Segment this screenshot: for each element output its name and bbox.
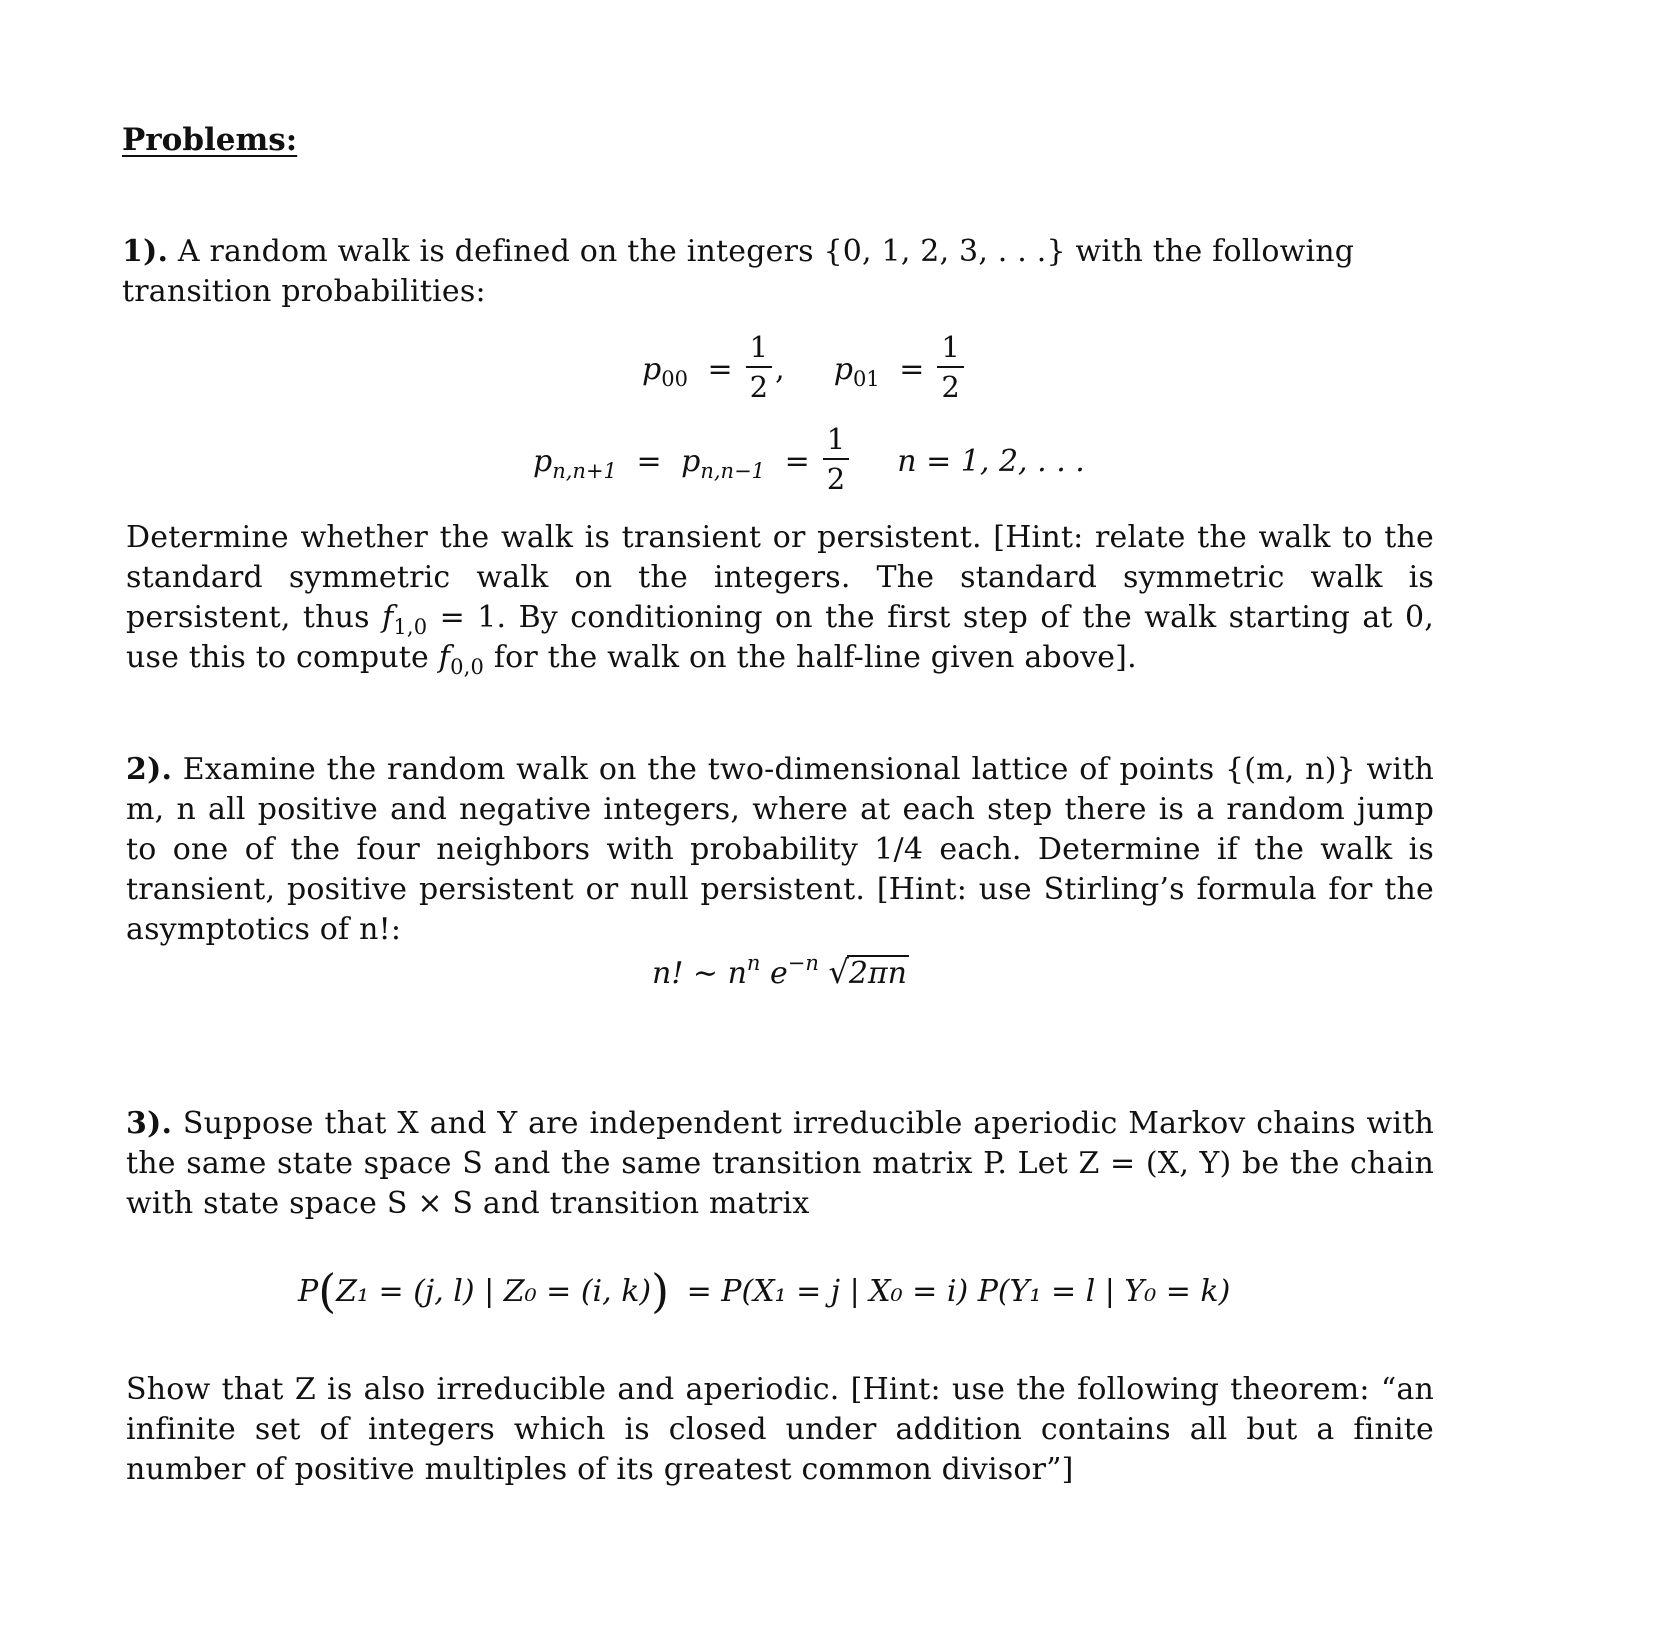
problem-3-body bbox=[126, 1370, 1434, 1490]
problem-1-intro-text: A random walk is defined on the integers {0, 1, 2, 3, . . .} with the following transition probabilities: bbox=[122, 234, 1355, 309]
f00-subscript: 0,0 bbox=[450, 655, 485, 679]
problem-1-text-a: Determine whether the walk is transient or persistent. [Hint: relate the walk to the standard symmetric walk on the integers. The standard symmetric walk is persistent, thus bbox=[126, 520, 1434, 635]
problem-1-body bbox=[126, 518, 1434, 678]
eq1-fraction-1: $\frac{1}{2}$ bbox=[746, 328, 772, 406]
right-big-paren: ) bbox=[651, 1264, 670, 1318]
eq3-inner: Z₁ = (j, l) | Z₀ = (i, k) bbox=[336, 1274, 652, 1309]
problem-3-text-a: Suppose that X and Y are independent irreducible aperiodic Markov chains with the same state space S and the same transition matrix P. Let Z = (X, Y) be the chain with state space S × S and transition matrix bbox=[126, 1106, 1434, 1221]
eq1-p01-subscript: 01 bbox=[852, 367, 880, 391]
problem-1-intro bbox=[122, 232, 1412, 312]
eq2-p-symbol-b: p bbox=[681, 444, 701, 479]
stirling-formula bbox=[652, 952, 909, 994]
stirling-lhs: n! ∼ n bbox=[652, 956, 747, 991]
eq1-p00-symbol: p bbox=[642, 352, 662, 387]
problem-3-number: 3). bbox=[126, 1106, 173, 1141]
stirling-exponent-minus-n: −n bbox=[787, 951, 819, 975]
stirling-sqrt-body: 2πn bbox=[848, 956, 907, 991]
page-heading: Problems: bbox=[122, 122, 298, 158]
eq1-p01-symbol: p bbox=[833, 352, 853, 387]
problem-1-text-b: = 1. By conditioning on the first step of the walk starting at 0, use this to compute bbox=[126, 600, 1434, 675]
eq2-p-symbol-a: p bbox=[533, 444, 553, 479]
eq3-rhs: = P(X₁ = j | X₀ = i) P(Y₁ = l | Y₀ = k) bbox=[686, 1274, 1231, 1309]
f00-symbol: f bbox=[438, 640, 451, 675]
problem-3-equation bbox=[298, 1264, 1231, 1318]
eq2-fraction: $\frac{1}{2}$ bbox=[823, 420, 849, 498]
problem-2-number: 2). bbox=[126, 752, 173, 787]
problem-1-text-c: for the walk on the half-line given above]. bbox=[493, 640, 1137, 675]
stirling-e: e bbox=[770, 956, 788, 991]
eq1-p00-subscript: 00 bbox=[661, 367, 688, 391]
eq2-range: n = 1, 2, . . . bbox=[897, 444, 1085, 479]
problem-3-text-b: Show that Z is also irreducible and aperiodic. [Hint: use the following theorem: “an infinite set of integers which is closed under addition contains all but a finite number of positive multiples of its greatest common divisor”] bbox=[126, 1372, 1434, 1487]
problem-1-equation-1: $p_{00}$ = $\frac{1}{2}$ , $p_{01}$ = $\frac{1}{2}$ bbox=[642, 332, 967, 410]
stirling-exponent-n: n bbox=[746, 951, 761, 975]
f10-symbol: f bbox=[382, 600, 394, 635]
problem-1-number: 1). bbox=[122, 234, 169, 269]
sqrt-symbol-icon: √ bbox=[828, 953, 849, 991]
left-big-paren: ( bbox=[318, 1264, 337, 1318]
f10-subscript: 1,0 bbox=[393, 615, 428, 639]
eq1-fraction-2: $\frac{1}{2}$ bbox=[937, 328, 963, 406]
problem-1-equation-2: $p_{n,n+1} = p_{n,n-1}$ = $\frac{1}{2}$ n = 1, 2, . . . bbox=[533, 422, 1085, 496]
problem-3-intro bbox=[126, 1104, 1434, 1224]
eq2-subscript-b: n,n−1 bbox=[700, 459, 766, 483]
problem-2-body bbox=[126, 750, 1434, 950]
problem-2-text: Examine the random walk on the two-dimensional lattice of points {(m, n)} with m, n all positive and negative integers, where at each step there is a random jump to one of the four neighbors with probability 1/4 each. Determine if the walk is transient, positive persistent or null persistent. [Hint: use Stirling’s formula for the asymptotics of n!: bbox=[126, 752, 1434, 947]
eq3-P-symbol: P bbox=[298, 1274, 319, 1309]
eq2-subscript-a: n,n+1 bbox=[552, 459, 617, 483]
